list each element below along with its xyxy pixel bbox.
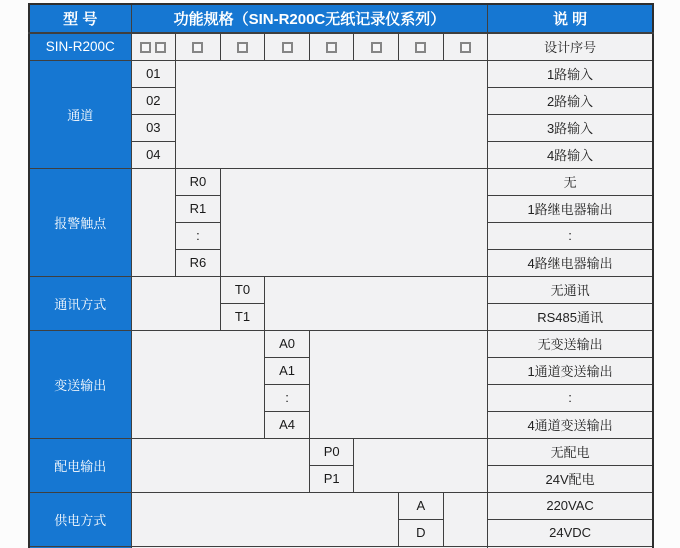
desc-cell: 24VDC	[488, 519, 653, 546]
model-selection-table	[28, 3, 654, 548]
desc-cell: RS485通讯	[488, 303, 653, 330]
code-cell: T0	[220, 276, 265, 303]
code-cell: 03	[131, 114, 176, 141]
desc-cell: 2路输入	[488, 87, 653, 114]
code-cell: R1	[176, 195, 221, 222]
desc-cell: 1路输入	[488, 60, 653, 87]
section-label-channels: 通道	[29, 60, 131, 168]
desc-cell: 4通道变送输出	[488, 411, 653, 438]
desc-cell: 4路输入	[488, 141, 653, 168]
table-row	[29, 330, 653, 357]
code-cell: A4	[265, 411, 310, 438]
empty-box-icon	[282, 42, 293, 53]
model-column-header: 型 号	[29, 4, 131, 33]
section-label-transmit-output: 变送输出	[29, 330, 131, 438]
table-row	[29, 492, 653, 519]
spacer-cell	[443, 492, 488, 546]
checkbox-cell	[131, 33, 176, 60]
code-cell: P0	[309, 438, 354, 465]
table-row	[29, 276, 653, 303]
checkbox-cell	[176, 33, 221, 60]
spacer-cell	[131, 492, 399, 546]
section-label-alarm-contacts: 报警触点	[29, 168, 131, 276]
spacer-cell	[131, 168, 176, 276]
model-row	[29, 33, 653, 60]
desc-cell: 无	[488, 168, 653, 195]
empty-box-icon	[371, 42, 382, 53]
desc-cell: 无通讯	[488, 276, 653, 303]
desc-cell: 无配电	[488, 438, 653, 465]
spacer-cell	[265, 276, 488, 330]
code-cell: 02	[131, 87, 176, 114]
empty-box-icon	[155, 42, 166, 53]
spacer-cell	[309, 330, 487, 438]
desc-cell: 1通道变送输出	[488, 357, 653, 384]
desc-cell: 4路继电器输出	[488, 249, 653, 276]
checkbox-cell	[354, 33, 399, 60]
spacer-cell	[220, 168, 488, 276]
section-label-power-distribution: 配电输出	[29, 438, 131, 492]
spacer-cell	[176, 60, 488, 168]
empty-box-icon	[237, 42, 248, 53]
desc-cell: 220VAC	[488, 492, 653, 519]
spacer-cell	[131, 276, 220, 330]
code-cell: 04	[131, 141, 176, 168]
code-cell: :	[176, 222, 221, 249]
checkbox-cell	[265, 33, 310, 60]
table-row	[29, 168, 653, 195]
empty-box-icon	[192, 42, 203, 53]
code-cell: :	[265, 384, 310, 411]
spacer-cell	[354, 438, 488, 492]
section-label-communication: 通讯方式	[29, 276, 131, 330]
code-cell: T1	[220, 303, 265, 330]
code-cell: D	[399, 519, 444, 546]
table-row	[29, 60, 653, 87]
table-header-row	[29, 4, 653, 33]
code-cell: P1	[309, 465, 354, 492]
desc-column-header: 说 明	[488, 4, 653, 33]
desc-cell: 3路输入	[488, 114, 653, 141]
code-cell: R0	[176, 168, 221, 195]
desc-cell: 24V配电	[488, 465, 653, 492]
empty-box-icon	[326, 42, 337, 53]
desc-cell: 无变送输出	[488, 330, 653, 357]
code-cell: A0	[265, 330, 310, 357]
spacer-cell	[131, 330, 265, 438]
desc-cell: 1路继电器输出	[488, 195, 653, 222]
desc-cell: :	[488, 222, 653, 249]
desc-cell: :	[488, 384, 653, 411]
code-cell: 01	[131, 60, 176, 87]
spec-column-header: 功能规格（SIN-R200C无纸记录仪系列）	[131, 4, 488, 33]
checkbox-cell	[309, 33, 354, 60]
model-name-cell: SIN-R200C	[29, 33, 131, 60]
checkbox-cell	[443, 33, 488, 60]
code-cell: A	[399, 492, 444, 519]
table-row	[29, 438, 653, 465]
empty-box-icon	[415, 42, 426, 53]
empty-box-icon	[460, 42, 471, 53]
checkbox-cell	[399, 33, 444, 60]
section-label-power-supply: 供电方式	[29, 492, 131, 546]
code-cell: R6	[176, 249, 221, 276]
design-serial-cell: 设计序号	[488, 33, 653, 60]
code-cell: A1	[265, 357, 310, 384]
checkbox-cell	[220, 33, 265, 60]
empty-box-icon	[140, 42, 151, 53]
spacer-cell	[131, 438, 309, 492]
